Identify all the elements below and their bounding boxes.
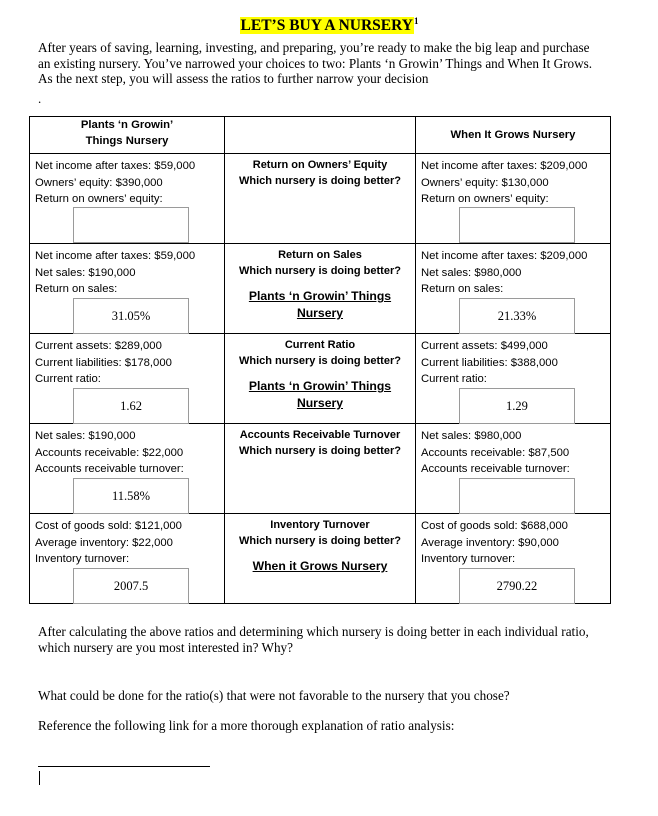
given-value-line: Current assets: $499,000: [420, 340, 548, 352]
plants-n-growin-ratio-cell: [30, 424, 225, 514]
given-value-line: Accounts receivable turnover:: [35, 463, 184, 475]
when-it-grows-ratio-cell: [415, 514, 610, 604]
given-value-line: Net sales: $980,000: [420, 266, 522, 279]
answer-box[interactable]: 21.33%: [459, 298, 575, 334]
answer-box[interactable]: 31.05%: [73, 298, 189, 334]
when-it-grows-ratio-cell: [415, 244, 610, 334]
answer-box[interactable]: [459, 207, 575, 243]
intro-paragraph: After years of saving, learning, investing, and preparing, you’re ready to make the big leap and purchase an existing nursery. You’ve narrowed your choices to two: Plants ‘n Growin’ Things and When It Grows. As the next step, you will assess the ratios to further narrow your decision: [38, 40, 593, 86]
answer-line-2: Nursery: [296, 306, 344, 320]
title-footnote-marker: 1: [413, 16, 419, 26]
answer-box[interactable]: 2790.22: [459, 568, 575, 604]
when-it-grows-ratio-cell: [415, 424, 610, 514]
given-value-line: Net income after taxes: $209,000: [420, 160, 588, 172]
header-plants-n-growin: [30, 117, 225, 154]
ratio-question-cell: [225, 334, 416, 424]
answer-line-1: When it Grows Nursery: [252, 559, 388, 573]
ratio-question-cell: [225, 424, 416, 514]
title-text: LET’S BUY A NURSERY: [240, 17, 413, 35]
better-nursery-answer[interactable]: [225, 378, 415, 412]
question-unfavorable-ratios: What could be done for the ratio(s) that were not favorable to the nursery that you chose?: [38, 688, 510, 703]
given-value-line: Current liabilities: $388,000: [420, 356, 558, 369]
given-value-line: Net sales: $190,000: [35, 266, 136, 279]
header-left-line1: Plants ‘n Growin’: [80, 119, 174, 131]
ratio-name: Return on Owners’ Equity: [252, 159, 388, 171]
answer-line-2: Nursery: [296, 396, 344, 410]
table-row: [30, 244, 611, 334]
given-value-line: Owners’ equity: $390,000: [35, 176, 163, 189]
which-better-question: Which nursery is doing better?: [239, 355, 401, 367]
given-value-line: Accounts receivable turnover:: [420, 463, 570, 475]
given-value-line: Net income after taxes: $209,000: [420, 250, 588, 262]
answer-box[interactable]: [73, 207, 189, 243]
intro-trailing-period: .: [38, 91, 42, 106]
given-value-line: Net income after taxes: $59,000: [35, 160, 196, 172]
answer-line-1: Plants ‘n Growin’ Things: [248, 289, 392, 303]
ratio-rows: [30, 154, 611, 604]
ratio-name: Inventory Turnover: [270, 519, 370, 531]
answer-box[interactable]: 11.58%: [73, 478, 189, 514]
given-value-line: Inventory turnover:: [35, 553, 130, 565]
given-value-line: Average inventory: $90,000: [420, 536, 559, 549]
given-value-line: Net sales: $190,000: [35, 430, 136, 442]
given-value-line: Cost of goods sold: $121,000: [35, 520, 182, 532]
ratio-name: Current Ratio: [284, 339, 356, 351]
header-middle-empty: [225, 117, 416, 154]
answer-line-1: Plants ‘n Growin’ Things: [248, 379, 392, 393]
given-value-line: Current assets: $289,000: [35, 340, 162, 352]
ratio-question-cell: [225, 514, 416, 604]
table-row: [30, 514, 611, 604]
ratio-question-cell: [225, 244, 416, 334]
link-blank-line[interactable]: [38, 766, 210, 767]
given-value-line: Return on sales:: [420, 283, 504, 295]
given-value-line: Accounts receivable: $87,500: [420, 446, 570, 459]
better-nursery-answer[interactable]: [225, 288, 415, 322]
table-header-row: [30, 117, 611, 154]
given-value-line: Current liabilities: $178,000: [35, 356, 172, 369]
given-value-line: Accounts receivable: $22,000: [35, 446, 184, 459]
reference-text: Reference the following link for a more thorough explanation of ratio analysis:: [38, 718, 455, 733]
which-better-question: Which nursery is doing better?: [239, 175, 401, 187]
table-row: [30, 334, 611, 424]
given-value-line: Return on sales:: [35, 283, 118, 295]
ratio-name: Accounts Receivable Turnover: [239, 429, 401, 441]
better-nursery-answer[interactable]: [225, 558, 415, 575]
ratio-comparison-table: [29, 116, 611, 604]
text-cursor: [39, 771, 40, 785]
answer-box[interactable]: 1.29: [459, 388, 575, 424]
given-value-line: Owners’ equity: $130,000: [420, 176, 549, 189]
document-title: [0, 16, 658, 35]
given-value-line: Return on owners’ equity:: [420, 193, 549, 205]
given-value-line: Average inventory: $22,000: [35, 536, 173, 549]
question-which-nursery: After calculating the above ratios and determining which nursery is doing better in each individual ratio, which nursery are you most interested in? Why?: [38, 624, 589, 655]
given-value-line: Net income after taxes: $59,000: [35, 250, 196, 262]
plants-n-growin-ratio-cell: [30, 154, 225, 244]
plants-n-growin-ratio-cell: [30, 244, 225, 334]
given-value-line: Inventory turnover:: [420, 553, 516, 565]
given-value-line: Net sales: $980,000: [420, 430, 522, 442]
table-row: [30, 154, 611, 244]
given-value-line: Current ratio:: [35, 373, 101, 385]
when-it-grows-ratio-cell: [415, 334, 610, 424]
ratio-question-cell: [225, 154, 416, 244]
answer-box[interactable]: [459, 478, 575, 514]
when-it-grows-ratio-cell: [415, 154, 610, 244]
ratio-name: Return on Sales: [278, 249, 362, 261]
header-when-it-grows: When It Grows Nursery: [415, 117, 610, 154]
plants-n-growin-ratio-cell: [30, 334, 225, 424]
header-left-line2: Things Nursery: [85, 135, 169, 147]
plants-n-growin-ratio-cell: [30, 514, 225, 604]
table-row: [30, 424, 611, 514]
which-better-question: Which nursery is doing better?: [239, 445, 401, 457]
which-better-question: Which nursery is doing better?: [239, 265, 401, 277]
answer-box[interactable]: 2007.5: [73, 568, 189, 604]
given-value-line: Current ratio:: [420, 373, 487, 385]
given-value-line: Return on owners’ equity:: [35, 193, 163, 205]
given-value-line: Cost of goods sold: $688,000: [420, 520, 568, 532]
which-better-question: Which nursery is doing better?: [239, 535, 401, 547]
answer-box[interactable]: 1.62: [73, 388, 189, 424]
